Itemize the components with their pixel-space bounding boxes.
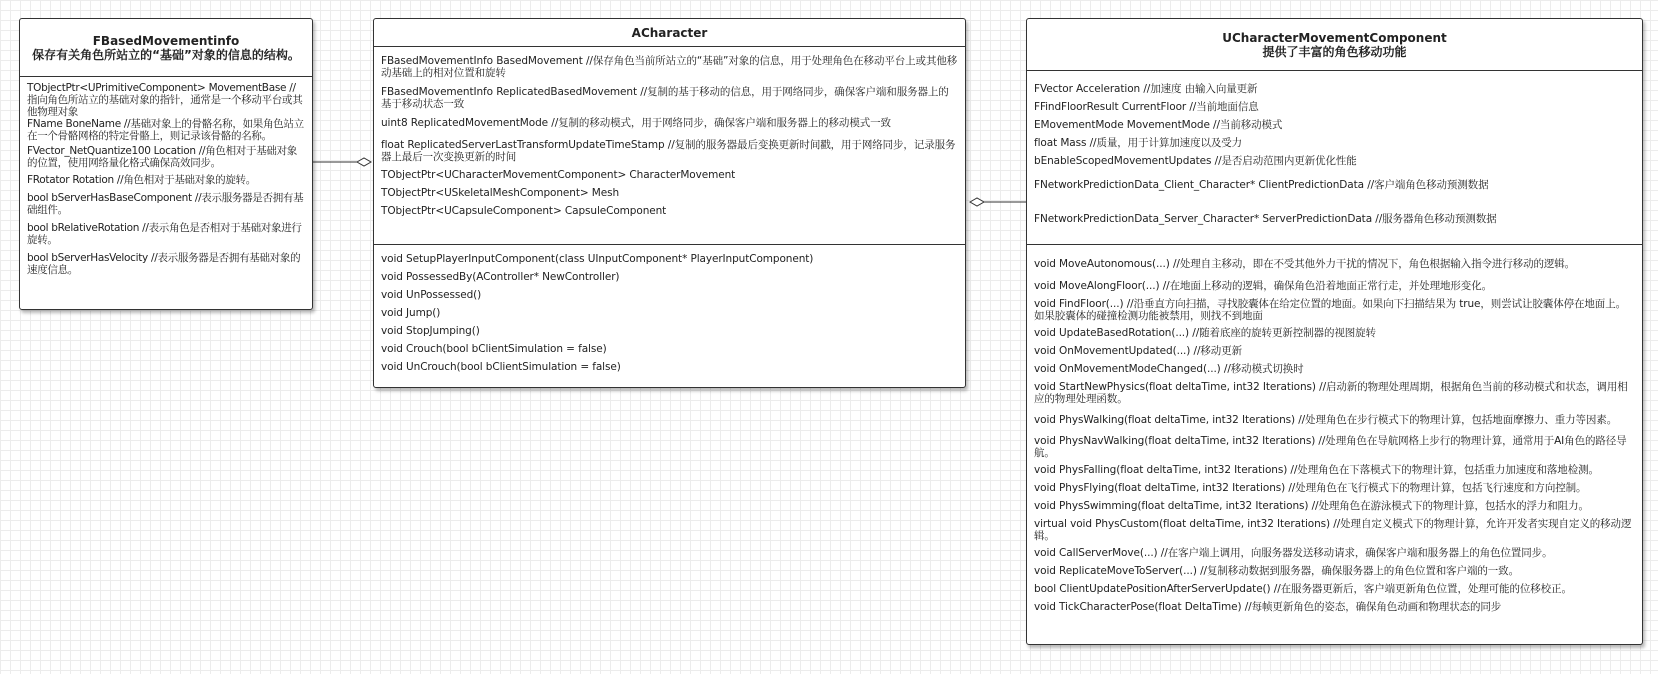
attribute-row: FNetworkPredictionData_Server_Character* ServerPredictionData //服务器角色移动预测数据 [1034,213,1497,225]
attribute-row: TObjectPtr<USkeletalMeshComponent> Mesh [381,187,620,199]
fbasedmovementinfo-class-box[interactable] [19,18,313,310]
attribute-row: TObjectPtr<UCapsuleComponent> CapsuleComponent [381,205,667,217]
method-row: void Jump() [381,307,441,319]
method-row: void TickCharacterPose(float DeltaTime) //每帧更新角色的姿态，确保角色动画和物理状态的同步 [1034,601,1502,613]
attribute-row: float Mass //质量，用于计算加速度以及受力 [1034,137,1243,149]
attribute-row: FVector Acceleration //加速度 由输入向量更新 [1034,83,1258,95]
method-row: void PhysWalking(float deltaTime, int32 Iterations) //处理角色在步行模式下的物理计算，包括地面摩擦力、重力等因素。 [1034,414,1618,426]
class-title: ACharacter [631,25,708,40]
attribute-row: float ReplicatedServerLastTransformUpdateTimeStamp //复制的服务器最后变换更新时间戳，用于网络同步，记录服务器上最后一次变换更新的时间 [381,139,956,163]
link-ucmc-acharacter [970,198,1026,206]
method-row: void CallServerMove(...) //在客户端上调用，向服务器发送移动请求，确保客户端和服务器上的角色位置同步。 [1034,547,1553,559]
method-row: void StopJumping() [381,325,480,337]
method-row: void MoveAlongFloor(...) //在地面上移动的逻辑，确保角色沿着地面正常行走，并处理地形变化。 [1034,280,1492,292]
attribute-row: bool bServerHasVelocity //表示服务器是否拥有基础对象的速度信息。 [27,252,301,276]
method-row: void SetupPlayerInputComponent(class UInputComponent* PlayerInputComponent) [381,253,814,265]
link-fbased-acharacter [312,158,371,166]
attribute-row: bEnableScopedMovementUpdates //是否启动范围内更新优化性能 [1034,155,1357,167]
aggregation-diamond-left [357,158,371,166]
method-row: void ReplicateMoveToServer(...) //复制移动数据到服务器，确保服务器上的角色位置和客户端的一致。 [1034,565,1519,577]
method-row: virtual void PhysCustom(float deltaTime, int32 Iterations) //处理自定义模式下的物理计算，允许开发者实现自定义的移动逻辑。 [1034,518,1632,542]
attribute-row: FName BoneName //基础对象上的骨骼名称，如果角色站立在一个骨骼网格的特定骨骼上，则记录该骨骼的名称。 [27,118,304,142]
attribute-row: FNetworkPredictionData_Client_Character* ClientPredictionData //客户端角色移动预测数据 [1034,179,1489,191]
method-row: void PhysSwimming(float deltaTime, int32 Iterations) //处理角色在游泳模式下的物理计算，包括水的浮力和阻力。 [1034,500,1589,512]
class-subtitle: 保存有关角色所站立的“基础”对象的信息的结构。 [32,47,300,62]
attribute-row: TObjectPtr<UPrimitiveComponent> MovementBase //指向角色所站立的基础对象的指针，通常是一个移动平台或其他物理对象 [27,82,303,118]
method-row: void OnMovementUpdated(...) //移动更新 [1034,345,1243,357]
attributes-section [374,47,965,245]
method-row: void UnCrouch(bool bClientSimulation = false) [381,361,621,373]
class-title: UCharacterMovementComponent [1222,30,1447,45]
attribute-row: TObjectPtr<UCharacterMovementComponent> CharacterMovement [381,169,736,181]
method-row: void PossessedBy(AController* NewController) [381,271,620,283]
attribute-row: EMovementMode MovementMode //当前移动模式 [1034,119,1283,131]
attributes-section [1027,71,1642,245]
attribute-row: uint8 ReplicatedMovementMode //复制的移动模式，用于网络同步，确保客户端和服务器上的移动模式一致 [381,117,891,129]
method-row: void FindFloor(...) //沿垂直方向扫描，寻找胶囊体在给定位置的地面。如果向下扫描结果为 true，则尝试让胶囊体停在地面上。如果胶囊体的碰撞检测功能被禁用，则找不到地面 [1034,298,1626,322]
acharacter-class-box[interactable] [373,18,966,388]
ucharactermovementcomponent-class-box[interactable] [1026,18,1643,645]
attribute-row: FVector_NetQuantize100 Location //角色相对于基础对象的位置，使用网络量化格式确保高效同步。 [27,145,297,169]
attribute-row: FFindFloorResult CurrentFloor //当前地面信息 [1034,101,1259,113]
class-header [374,19,965,47]
method-row: void StartNewPhysics(float deltaTime, int32 Iterations) //启动新的物理处理周期，根据角色当前的移动模式和状态，调用相应的物理处理函数。 [1034,381,1628,405]
attribute-row: FBasedMovementInfo ReplicatedBasedMovement //复制的基于移动的信息，用于网络同步，确保客户端和服务器上的基于移动状态一致 [381,86,949,110]
method-row: void Crouch(bool bClientSimulation = false) [381,343,607,355]
attributes-section [20,77,312,280]
method-row: void MoveAutonomous(...) //处理自主移动，即在不受其他外力干扰的情况下，角色根据输入指令进行移动的逻辑。 [1034,258,1576,270]
attribute-row: FBasedMovementInfo BasedMovement //保存角色当前所站立的“基础”对象的信息，用于处理角色在移动平台上或其他移动基础上的相对位置和旋转 [381,55,958,79]
method-row: void OnMovementModeChanged(...) //移动模式切换时 [1034,363,1304,375]
attribute-row: bool bServerHasBaseComponent //表示服务器是否拥有基础组件。 [27,192,304,216]
class-title: FBasedMovementinfo [92,33,240,48]
class-header [1027,19,1642,71]
method-row: void UpdateBasedRotation(...) //随着底座的旋转更新控制器的视图旋转 [1034,327,1376,339]
method-row: void PhysFlying(float deltaTime, int32 Iterations) //处理角色在飞行模式下的物理计算，包括飞行速度和方向控制。 [1034,482,1587,494]
attribute-row: FRotator Rotation //角色相对于基础对象的旋转。 [27,174,256,186]
method-row: void UnPossessed() [381,289,482,301]
methods-section [1027,245,1642,617]
method-row: void PhysFalling(float deltaTime, int32 Iterations) //处理角色在下落模式下的物理计算，包括重力加速度和落地检测。 [1034,464,1599,476]
method-row: bool ClientUpdatePositionAfterServerUpdate() //在服务器更新后，客户端更新角色位置，处理可能的位移校正。 [1034,583,1572,595]
aggregation-diamond-right [970,198,984,206]
class-header [20,19,312,77]
methods-section [374,245,965,377]
class-subtitle: 提供了丰富的角色移动功能 [1262,44,1407,59]
method-row: void PhysNavWalking(float deltaTime, int32 Iterations) //处理角色在导航网格上步行的物理计算，通常用于AI角色的路径导航。 [1034,435,1627,459]
attribute-row: bool bRelativeRotation //表示角色是否相对于基础对象进行旋转。 [27,222,302,246]
